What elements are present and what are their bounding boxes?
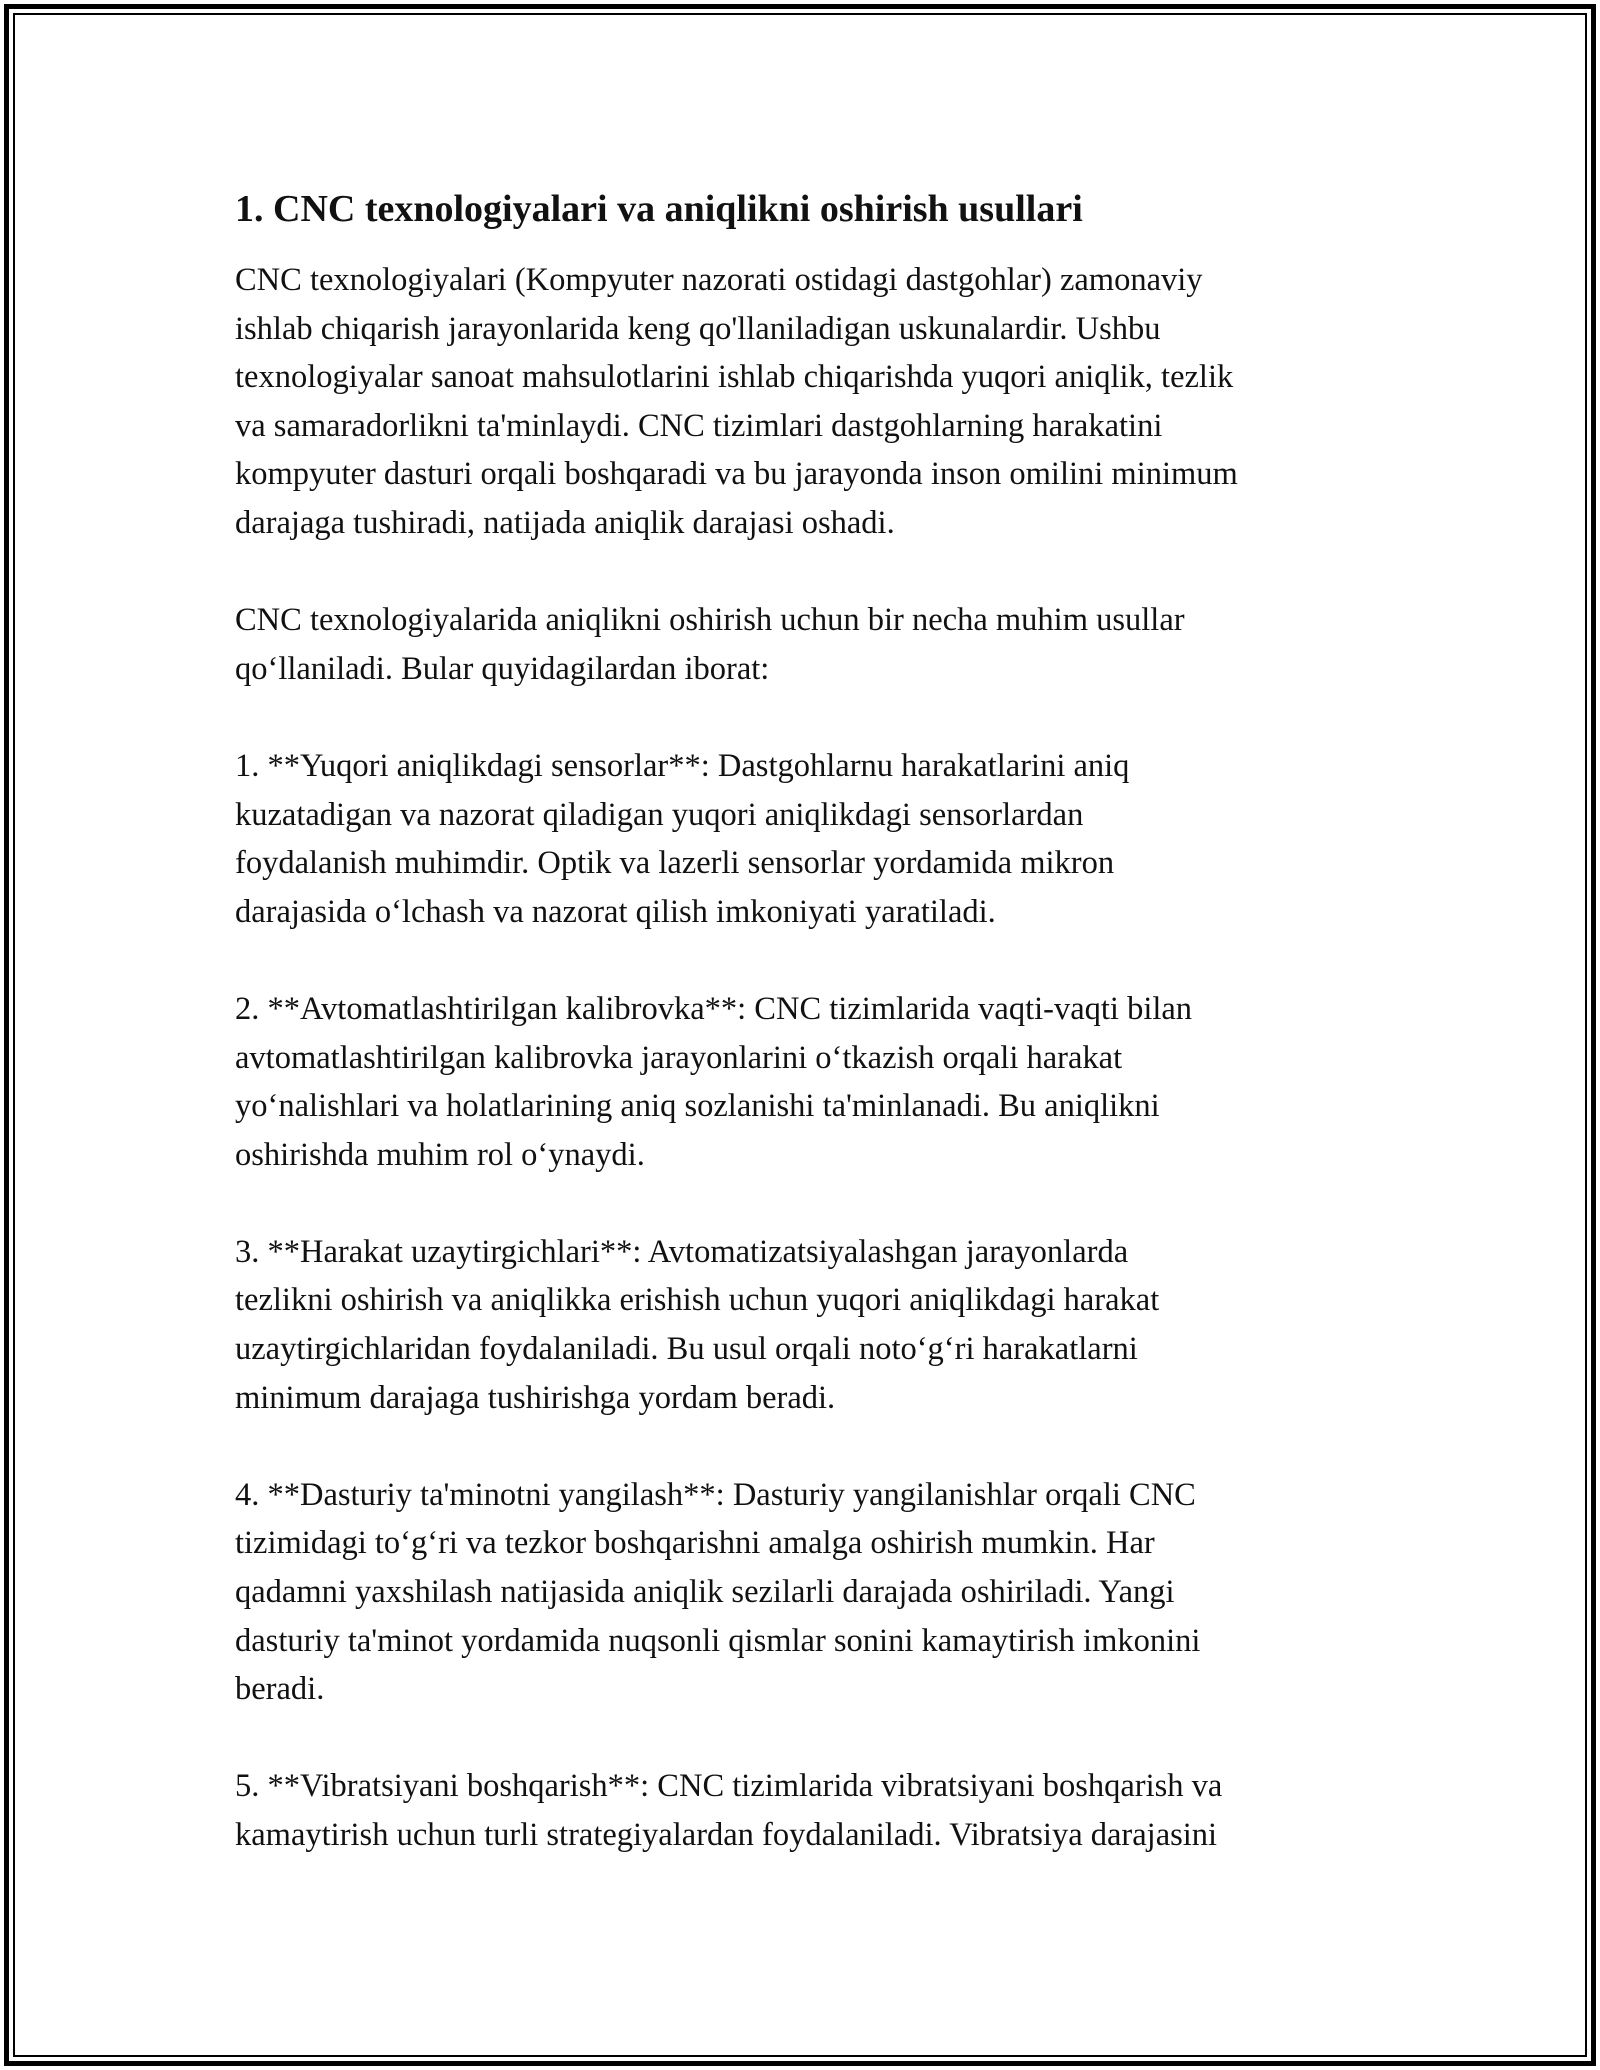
section-heading: 1. CNC texnologiyalari va aniqlikni oshirish usullari [235, 188, 1083, 230]
paragraph-methods-intro: CNC texnologiyalarida aniqlikni oshirish uchun bir necha muhim usullar qo‘llaniladi. Bular quyidagilardan iborat: [235, 602, 1185, 687]
list-item-sensors: 1. **Yuqori aniqlikdagi sensorlar**: Dastgohlarnu harakatlarini aniq kuzatadigan va nazorat qiladigan yuqori aniqlikdagi sensorlardan foydalanish muhimdir. Optik va lazerli sensorlar yordamida mikron darajasida o‘lchash va nazorat qilish imkoniyati yaratiladi. [235, 747, 1130, 930]
document-body [235, 184, 1385, 1908]
list-item-motion-extenders: 3. **Harakat uzaytirgichlari**: Avtomatizatsiyalashgan jarayonlarda tezlikni oshirish va aniqlikka erishish uchun yuqori aniqlikdagi harakat uzaytirgichlaridan foydalaniladi. Bu usul orqali noto‘g‘ri harakatlarni minimum darajaga tushirishga yordam beradi. [235, 1233, 1160, 1416]
list-item-vibration-control: 5. **Vibratsiyani boshqarish**: CNC tizimlarida vibratsiyani boshqarish va kamaytirish uchun turli strategiyalardan foydalaniladi. Vibratsiya darajasini [235, 1768, 1223, 1853]
list-item-calibration: 2. **Avtomatlashtirilgan kalibrovka**: CNC tizimlarida vaqti-vaqti bilan avtomatlashtirilgan kalibrovka jarayonlarini o‘tkazish orqali harakat yo‘nalishlari va holatlarining aniq sozlanishi ta'minlanadi. Bu aniqlikni oshirishda muhim rol o‘ynaydi. [235, 990, 1193, 1173]
paragraph-intro: CNC texnologiyalari (Kompyuter nazorati ostidagi dastgohlar) zamonaviy ishlab chiqarish jarayonlarida keng qo'llaniladigan uskunalardir. Ushbu texnologiyalar sanoat mahsulotlarini ishlab chiqarishda yuqori aniqlik, tezlik va samaradorlikni ta'minlaydi. CNC tizimlari dastgohlarning harakatini kompyuter dasturi orqali boshqaradi va bu jarayonda inson omilini minimum darajaga tushiradi, natijada aniqlik darajasi oshadi. [235, 262, 1238, 541]
list-item-software-update: 4. **Dasturiy ta'minotni yangilash**: Dasturiy yangilanishlar orqali CNC tizimidagi to‘g‘ri va tezkor boshqarishni amalga oshirish mumkin. Har qadamni yaxshilash natijasida aniqlik sezilarli darajada oshiriladi. Yangi dasturiy ta'minot yordamida nuqsonli qismlar sonini kamaytirish imkonini beradi. [235, 1476, 1201, 1708]
